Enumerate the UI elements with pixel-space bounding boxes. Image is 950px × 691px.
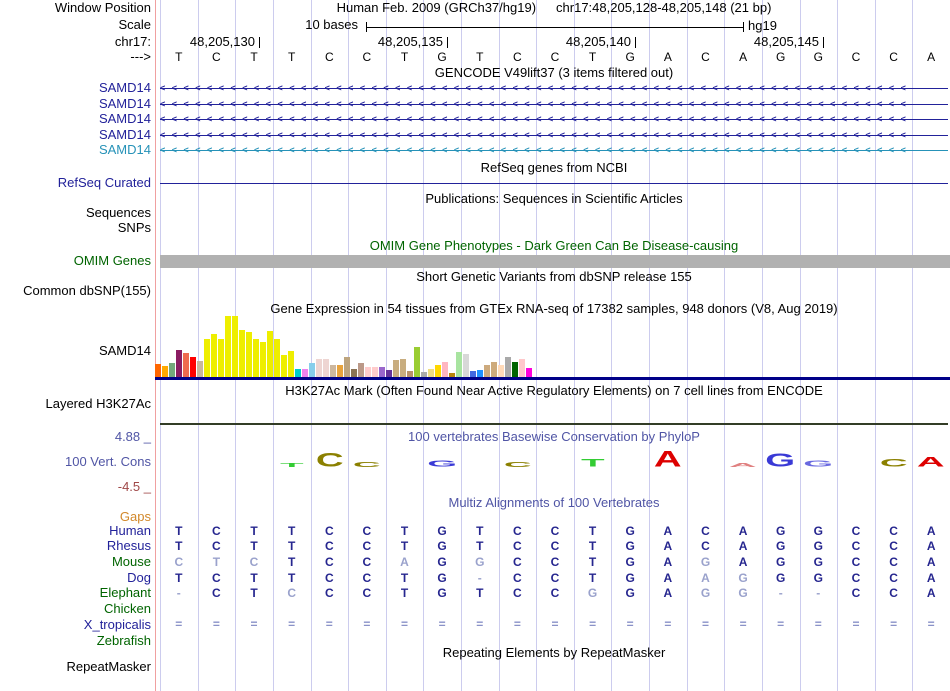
multiz-double-line: = xyxy=(927,617,935,631)
reference-base: C xyxy=(851,50,861,64)
multiz-base: A xyxy=(663,555,673,569)
logo-letter-glyph: C xyxy=(503,461,532,469)
reference-base: C xyxy=(889,50,898,64)
multiz-species-label[interactable]: Zebrafish xyxy=(96,633,151,648)
reference-base: C xyxy=(362,50,372,64)
position-tick-mark xyxy=(635,37,636,48)
multiz-base: T xyxy=(400,524,409,538)
multiz-base: G xyxy=(437,586,447,600)
gtex-baseline xyxy=(155,377,950,380)
multiz-base: C xyxy=(701,524,710,538)
multiz-base: A xyxy=(926,571,936,585)
multiz-base: C xyxy=(513,586,522,600)
multiz-base: C xyxy=(212,586,221,600)
reference-base: G xyxy=(625,50,635,64)
reference-base: G xyxy=(813,50,823,64)
multiz-base: T xyxy=(588,555,597,569)
multiz-double-line: = xyxy=(664,617,672,631)
repeatmasker-track-title: Repeating Elements by RepeatMasker xyxy=(442,645,666,660)
multiz-base: C xyxy=(889,539,898,553)
multiz-double-line: = xyxy=(400,617,408,631)
reference-base: T xyxy=(588,50,597,64)
position-tick-label: 48,205,140 xyxy=(565,34,631,49)
multiz-base: G xyxy=(700,555,711,569)
reference-base: C xyxy=(701,50,710,64)
common-dbsnp-label[interactable]: Common dbSNP(155) xyxy=(23,283,151,298)
multiz-base: A xyxy=(663,524,673,538)
gtex-tissue-bar xyxy=(323,359,329,377)
multiz-base: G xyxy=(625,586,635,600)
multiz-species-label[interactable]: Elephant xyxy=(99,585,151,600)
assembly-title: Human Feb. 2009 (GRCh37/hg19) xyxy=(336,0,537,15)
gtex-tissue-bar xyxy=(337,365,343,377)
h3k27ac-track-title: H3K27Ac Mark (Often Found Near Active Regulatory Elements) on 7 cell lines from ENCODE xyxy=(285,383,823,398)
multiz-base: G xyxy=(437,555,447,569)
multiz-base: C xyxy=(513,539,522,553)
reference-base: T xyxy=(476,50,484,64)
logo-letter-glyph: C xyxy=(879,457,908,470)
position-tick-mark xyxy=(823,37,824,48)
multiz-base: T xyxy=(250,524,258,538)
conservation-logo-letter xyxy=(762,451,800,471)
gtex-tissue-bar xyxy=(442,362,448,377)
gtex-tissue-bar xyxy=(309,363,315,377)
gtex-tissue-bar xyxy=(330,365,336,377)
gencode-gene-label[interactable]: SAMD14 xyxy=(98,142,151,157)
logo-letter-glyph: C xyxy=(353,461,381,469)
multiz-base: C xyxy=(212,539,221,553)
multiz-base: T xyxy=(476,539,484,553)
logo-letter-glyph: T xyxy=(580,457,605,470)
multiz-base: G xyxy=(700,586,711,600)
gtex-tissue-bar xyxy=(281,355,287,377)
gtex-tissue-bar xyxy=(491,362,497,377)
multiz-base: G xyxy=(625,571,635,585)
multiz-base: G xyxy=(813,555,823,569)
multiz-base: C xyxy=(362,571,372,585)
conservation-track-title: 100 vertebrates Basewise Conservation by PhyloP xyxy=(408,429,700,444)
reference-base: A xyxy=(927,50,936,64)
refseq-curated-label[interactable]: RefSeq Curated xyxy=(57,175,151,190)
gtex-tissue-bar xyxy=(267,331,273,377)
gtex-tissue-bar xyxy=(176,350,182,377)
multiz-base: C xyxy=(362,539,372,553)
multiz-double-line: = xyxy=(589,617,597,631)
multiz-base: C xyxy=(550,586,560,600)
multiz-base: C xyxy=(212,571,221,585)
window-position-title xyxy=(160,1,948,15)
multiz-base: T xyxy=(288,571,296,585)
gtex-tissue-bar xyxy=(225,316,231,377)
conservation-logo-letter xyxy=(574,457,612,470)
multiz-base: C xyxy=(851,539,861,553)
multiz-base: T xyxy=(588,539,597,553)
multiz-species-label[interactable]: Mouse xyxy=(111,554,151,569)
gtex-tissue-bar xyxy=(204,339,210,377)
multiz-base: - xyxy=(176,586,181,600)
logo-letter-glyph: G xyxy=(803,459,834,469)
reference-base: T xyxy=(250,50,258,64)
multiz-double-line: = xyxy=(438,617,446,631)
multiz-base: A xyxy=(926,524,936,538)
gtex-tissue-bar xyxy=(456,352,462,377)
reference-base: T xyxy=(175,50,183,64)
scale-value: 10 bases xyxy=(305,17,358,32)
gtex-tissue-bar xyxy=(183,353,189,377)
gtex-tissue-bar xyxy=(463,354,469,377)
logo-letter-glyph: A xyxy=(729,462,757,469)
gtex-tissue-bar xyxy=(239,330,245,377)
gtex-tissue-bar xyxy=(379,367,385,377)
omim-gene-bar[interactable] xyxy=(160,255,950,268)
multiz-double-line: = xyxy=(175,617,183,631)
multiz-species-label[interactable]: Chicken xyxy=(104,601,151,616)
multiz-base: A xyxy=(738,555,748,569)
gtex-tissue-bar xyxy=(246,332,252,377)
multiz-double-line: = xyxy=(626,617,634,631)
reference-base: A xyxy=(739,50,748,64)
gtex-tissue-bar xyxy=(288,351,294,377)
multiz-base: G xyxy=(625,555,635,569)
multiz-track-title: Multiz Alignments of 100 Vertebrates xyxy=(448,495,660,510)
multiz-base: G xyxy=(475,555,485,569)
gtex-tissue-bar xyxy=(512,362,518,377)
conservation-logo-letter xyxy=(311,450,349,472)
gtex-tissue-bar xyxy=(477,370,483,377)
multiz-base: T xyxy=(288,555,296,569)
multiz-base: G xyxy=(625,524,635,538)
reference-base: G xyxy=(437,50,447,64)
omim-track-title: OMIM Gene Phenotypes - Dark Green Can Be Disease-causing xyxy=(369,238,739,253)
multiz-base: A xyxy=(738,524,748,538)
position-tick-label: 48,205,145 xyxy=(753,34,819,49)
conservation-logo-letter xyxy=(423,461,461,467)
gencode-track-title: GENCODE V49lift37 (3 items filtered out) xyxy=(434,65,674,80)
logo-letter-glyph: T xyxy=(279,462,304,469)
gtex-tissue-bar xyxy=(197,361,203,377)
position-tick-mark xyxy=(447,37,448,48)
dbsnp-track-title: Short Genetic Variants from dbSNP release 155 xyxy=(416,269,692,284)
multiz-double-line: = xyxy=(212,617,220,631)
logo-letter-glyph: G xyxy=(765,451,796,471)
multiz-base: G xyxy=(437,524,447,538)
multiz-double-line: = xyxy=(551,617,559,631)
multiz-base: G xyxy=(813,539,823,553)
reference-base: C xyxy=(212,50,221,64)
conservation-logo-letter xyxy=(273,463,311,467)
snps-track-label[interactable]: SNPs xyxy=(117,220,151,235)
conservation-logo-letter xyxy=(800,461,838,467)
gencode-gene-label[interactable]: SAMD14 xyxy=(98,96,151,111)
gencode-gene-arrow-line[interactable]: <<<<<<<<<<<<<<<<<<<<<<<<<<<<<<<<<<<<<<<<<<<<<<<<<<<<<<<<<<<<<<<< xyxy=(160,113,948,125)
gencode-gene-label[interactable]: SAMD14 xyxy=(98,111,151,126)
gtex-tissue-bar xyxy=(316,359,322,377)
multiz-base: C xyxy=(324,571,334,585)
gencode-gene-arrow-line[interactable]: <<<<<<<<<<<<<<<<<<<<<<<<<<<<<<<<<<<<<<<<<<<<<<<<<<<<<<<<<<<<<<<< xyxy=(160,129,948,141)
multiz-base: C xyxy=(174,555,184,569)
conservation-max-label: 4.88 _ xyxy=(114,429,151,444)
conservation-logo-letter xyxy=(912,455,950,471)
layered-h3k27ac-label[interactable]: Layered H3K27Ac xyxy=(45,396,151,411)
logo-letter-glyph: A xyxy=(654,448,682,472)
reference-base: A xyxy=(663,50,672,64)
logo-letter-glyph: G xyxy=(427,459,458,469)
multiz-double-line: = xyxy=(513,617,521,631)
gtex-tissue-bar xyxy=(232,316,238,377)
conservation-logo-letter xyxy=(348,462,386,467)
multiz-base: A xyxy=(663,586,673,600)
multiz-base: T xyxy=(288,539,296,553)
multiz-base: C xyxy=(550,524,560,538)
multiz-double-line: = xyxy=(890,617,898,631)
multiz-base: C xyxy=(362,555,372,569)
gtex-tissue-bar xyxy=(393,360,399,377)
position-tick-mark xyxy=(259,37,260,48)
multiz-base: T xyxy=(400,571,409,585)
multiz-base: A xyxy=(663,571,673,585)
reference-base: C xyxy=(513,50,522,64)
multiz-base: T xyxy=(288,524,296,538)
multiz-base: C xyxy=(362,586,372,600)
gtex-tissue-bar xyxy=(519,359,525,377)
multiz-species-label[interactable]: Dog xyxy=(127,570,151,585)
logo-letter-glyph: A xyxy=(917,455,946,471)
multiz-double-line: = xyxy=(739,617,747,631)
multiz-base: A xyxy=(400,555,409,569)
multiz-base: C xyxy=(513,555,522,569)
gtex-tissue-bar xyxy=(400,359,406,377)
conservation-min-label: -4.5 _ xyxy=(117,479,151,494)
multiz-base: A xyxy=(738,539,748,553)
multiz-base: T xyxy=(250,586,258,600)
sequences-track-label[interactable]: Sequences xyxy=(85,205,151,220)
position-range-title: chr17:48,205,128-48,205,148 (21 bp) xyxy=(556,0,772,15)
gtex-tissue-bar xyxy=(372,367,378,377)
conservation-logo-letter xyxy=(724,463,762,467)
window-position-label: Window Position xyxy=(54,0,151,15)
multiz-species-label[interactable]: Human xyxy=(109,523,151,538)
gtex-track-title: Gene Expression in 54 tissues from GTEx RNA-seq of 17382 samples, 948 donors (V8, Aug 2019) xyxy=(270,301,838,316)
multiz-double-line: = xyxy=(325,617,333,631)
gtex-tissue-bar xyxy=(526,368,532,377)
multiz-base: C xyxy=(550,571,560,585)
multiz-species-label[interactable]: Rhesus xyxy=(106,538,151,553)
gtex-tissue-bar xyxy=(274,339,280,377)
multiz-base: T xyxy=(175,524,183,538)
multiz-base: C xyxy=(324,524,334,538)
gtex-tissue-bar xyxy=(498,365,504,377)
genome-assembly-label: hg19 xyxy=(748,18,777,33)
multiz-base: - xyxy=(778,586,783,600)
multiz-base: G xyxy=(738,571,748,585)
multiz-double-line: = xyxy=(250,617,258,631)
gencode-gene-label[interactable]: SAMD14 xyxy=(98,127,151,142)
h3k27ac-signal-line xyxy=(160,423,948,425)
multiz-base: C xyxy=(324,586,334,600)
multiz-base: C xyxy=(889,555,898,569)
multiz-base: A xyxy=(663,539,673,553)
multiz-double-line: = xyxy=(814,617,822,631)
multiz-base: T xyxy=(250,539,258,553)
multiz-base: C xyxy=(889,571,898,585)
multiz-species-label[interactable]: X_tropicalis xyxy=(83,617,151,632)
reference-base: T xyxy=(400,50,409,64)
multiz-base: G xyxy=(813,571,823,585)
position-tick-label: 48,205,130 xyxy=(189,34,255,49)
multiz-base: T xyxy=(400,539,409,553)
multiz-base: C xyxy=(324,539,334,553)
logo-letter-glyph: C xyxy=(315,450,344,472)
multiz-base: T xyxy=(212,555,221,569)
gtex-tissue-bar xyxy=(260,342,266,377)
multiz-species-label[interactable]: Gaps xyxy=(119,509,151,524)
multiz-base: A xyxy=(926,586,936,600)
gtex-tissue-bar xyxy=(211,334,217,377)
gtex-tissue-bar xyxy=(302,369,308,377)
multiz-base: C xyxy=(550,539,560,553)
gtex-tissue-bar xyxy=(505,357,511,377)
multiz-base: G xyxy=(437,571,447,585)
multiz-base: A xyxy=(926,539,936,553)
multiz-base: G xyxy=(437,539,447,553)
conservation-track-label[interactable]: 100 Vert. Cons xyxy=(65,454,151,469)
chromosome-label: chr17: xyxy=(114,34,151,49)
gtex-tissue-bar xyxy=(295,369,301,377)
multiz-base: G xyxy=(813,524,823,538)
multiz-base: A xyxy=(926,555,936,569)
gtex-tissue-bar xyxy=(414,347,420,377)
gtex-tissue-bar xyxy=(365,367,371,377)
multiz-base: C xyxy=(851,586,861,600)
scale-label: Scale xyxy=(118,17,151,32)
gtex-tissue-bar xyxy=(484,365,490,377)
multiz-base: C xyxy=(701,539,710,553)
multiz-base: C xyxy=(324,555,334,569)
gencode-gene-arrow-line[interactable]: <<<<<<<<<<<<<<<<<<<<<<<<<<<<<<<<<<<<<<<<<<<<<<<<<<<<<<<<<<<<<<<< xyxy=(160,98,948,110)
gtex-tissue-bar xyxy=(428,369,434,377)
multiz-base: A xyxy=(701,571,710,585)
gtex-tissue-bar xyxy=(344,357,350,377)
gtex-tissue-bar xyxy=(253,339,259,377)
multiz-base: T xyxy=(588,524,597,538)
multiz-base: C xyxy=(513,571,522,585)
multiz-double-line: = xyxy=(701,617,709,631)
gtex-tissue-bar xyxy=(155,364,161,377)
gtex-tissue-bar xyxy=(218,339,224,377)
multiz-base: T xyxy=(588,571,597,585)
multiz-base: G xyxy=(738,586,748,600)
multiz-base: G xyxy=(776,555,786,569)
gtex-tissue-bar xyxy=(162,366,168,377)
multiz-base: G xyxy=(776,524,786,538)
multiz-base: G xyxy=(776,571,786,585)
publications-track-title: Publications: Sequences in Scientific Articles xyxy=(425,191,683,206)
gtex-tissue-bar xyxy=(190,357,196,377)
multiz-double-line: = xyxy=(852,617,860,631)
gtex-tissue-bar xyxy=(169,363,175,377)
refseq-gene-line[interactable] xyxy=(160,183,948,184)
multiz-base: T xyxy=(175,571,183,585)
gtex-expression-bar-chart[interactable] xyxy=(155,316,533,377)
reference-base: T xyxy=(288,50,296,64)
multiz-base: T xyxy=(476,524,484,538)
gencode-gene-arrow-line[interactable]: <<<<<<<<<<<<<<<<<<<<<<<<<<<<<<<<<<<<<<<<<<<<<<<<<<<<<<<<<<<<<<<< xyxy=(160,82,948,94)
multiz-base: C xyxy=(889,524,898,538)
multiz-base: C xyxy=(287,586,297,600)
position-tick-label: 48,205,135 xyxy=(377,34,443,49)
multiz-double-line: = xyxy=(476,617,484,631)
gtex-tissue-bar xyxy=(358,363,364,377)
multiz-base: C xyxy=(851,524,861,538)
scale-bar xyxy=(366,22,744,32)
multiz-double-line: = xyxy=(288,617,296,631)
multiz-base: C xyxy=(851,555,861,569)
multiz-base: C xyxy=(362,524,372,538)
omim-genes-label[interactable]: OMIM Genes xyxy=(73,253,151,268)
multiz-base: C xyxy=(212,524,221,538)
repeatmasker-label[interactable]: RepeatMasker xyxy=(66,659,151,674)
multiz-base: C xyxy=(249,555,259,569)
multiz-base: G xyxy=(776,539,786,553)
reference-base: C xyxy=(550,50,560,64)
multiz-base: C xyxy=(851,571,861,585)
strand-direction-label: ---> xyxy=(130,49,151,64)
multiz-double-line: = xyxy=(777,617,785,631)
gencode-gene-label[interactable]: SAMD14 xyxy=(98,80,151,95)
multiz-base: C xyxy=(513,524,522,538)
multiz-base: C xyxy=(550,555,560,569)
multiz-base: - xyxy=(816,586,821,600)
multiz-base: C xyxy=(889,586,898,600)
multiz-base: - xyxy=(477,571,482,585)
multiz-base: T xyxy=(250,571,258,585)
gtex-gene-label[interactable]: SAMD14 xyxy=(98,343,151,358)
gencode-gene-arrow-line[interactable]: <<<<<<<<<<<<<<<<<<<<<<<<<<<<<<<<<<<<<<<<<<<<<<<<<<<<<<<<<<<<<<<< xyxy=(160,144,948,156)
gtex-tissue-bar xyxy=(435,365,441,377)
gtex-tissue-bar xyxy=(351,369,357,377)
multiz-base: T xyxy=(175,539,183,553)
gtex-tissue-bar xyxy=(386,370,392,377)
conservation-logo-letter xyxy=(649,448,687,472)
multiz-base: G xyxy=(587,586,598,600)
conservation-logo-letter xyxy=(499,462,537,467)
refseq-track-title: RefSeq genes from NCBI xyxy=(480,160,628,175)
reference-base: C xyxy=(324,50,334,64)
multiz-double-line: = xyxy=(363,617,371,631)
reference-base: G xyxy=(776,50,786,64)
multiz-base: T xyxy=(476,586,484,600)
conservation-logo-letter xyxy=(875,457,913,470)
multiz-base: G xyxy=(625,539,635,553)
multiz-base: T xyxy=(400,586,409,600)
